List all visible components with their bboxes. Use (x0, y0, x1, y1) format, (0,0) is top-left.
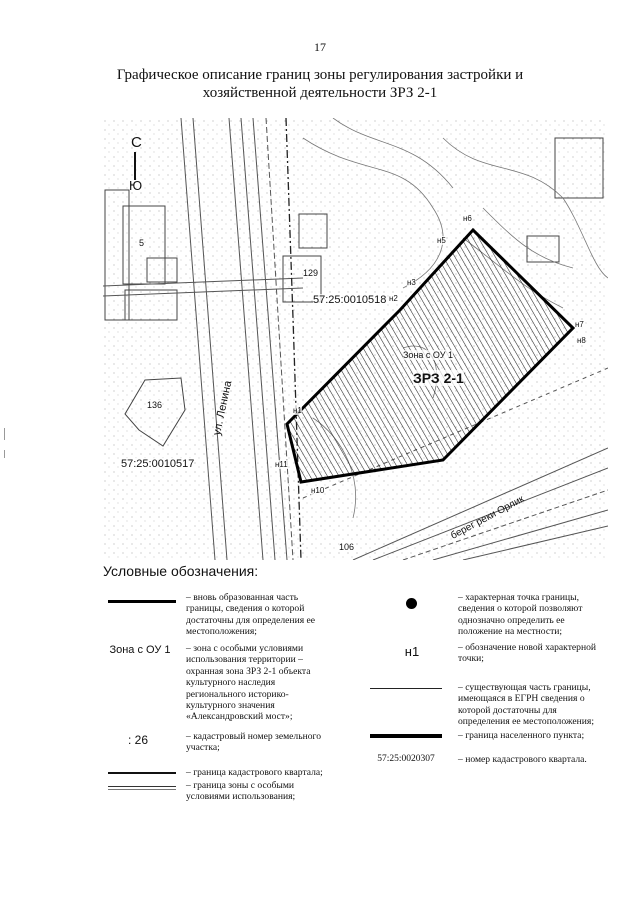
zone-label: ЗРЗ 2-1 (413, 370, 464, 386)
zone-ou-label: Зона с ОУ 1 (403, 350, 453, 360)
legend-symbol-new-boundary (108, 600, 176, 603)
cadastral-map (103, 118, 608, 560)
legend-text-existing-boundary: – существующая часть границы, имеющаяся в ЕГРН сведения о которой достаточны для определения ее местоположения; (458, 682, 594, 728)
legend-symbol-zone-boundary (108, 786, 176, 787)
title-line-1: Графическое описание границ зоны регулирования застройки и (116, 67, 524, 83)
legend-text-zone: – зона с особыми условиями использования территории – охранная зона ЗРЗ 2-1 объекта культурного наследия регионального историко- культурного значения «Александровский мост»; (186, 643, 311, 723)
street-label: ул. Ленина (211, 379, 235, 437)
legend-text-quarter: – граница кадастрового квартала; (186, 767, 323, 778)
legend-symbol-point-label: н1 (404, 644, 420, 659)
point-label-n7: н7 (575, 320, 584, 329)
legend-symbol-quarter (108, 772, 176, 774)
scan-edge-mark (4, 450, 5, 458)
legend-symbol-zone: Зона с ОУ 1 (109, 644, 171, 656)
legend-symbol-parcel: : 26 (127, 733, 148, 747)
parcel-label-5: 5 (139, 238, 145, 248)
point-label-n11: н11 (275, 460, 288, 469)
north-label: С (131, 134, 142, 151)
legend-symbol-existing-boundary (370, 688, 442, 689)
point-label-n10: н10 (311, 486, 325, 495)
point-label-n6: н6 (463, 214, 472, 223)
parcel-label-129: 129 (303, 268, 319, 278)
legend-text-point-label: – обозначение новой характерной точки; (458, 642, 597, 665)
map-drawing (103, 118, 608, 560)
legend-text-settlement: – граница населенного пункта; (458, 730, 585, 741)
page-number: 17 (314, 40, 326, 54)
cadastral-quarter-label-1: 57:25:0010518 (313, 294, 387, 306)
cadastral-quarter-label-2: 57:25:0010517 (121, 458, 195, 470)
scan-edge-mark (4, 428, 5, 440)
parcel-label-136: 136 (147, 400, 163, 410)
legend-symbol-settlement (370, 734, 442, 738)
page-title (60, 66, 580, 102)
legend-symbol-quarter-number: 57:25:0020307 (377, 754, 435, 764)
point-label-n3: н3 (407, 278, 416, 287)
legend-text-new-boundary: – вновь образованная часть границы, сведения о которой достаточны для определения ее местоположения; (186, 592, 316, 638)
point-label-n1: н1 (293, 406, 302, 415)
compass-axis (134, 152, 136, 180)
legend-symbol-point (406, 598, 417, 609)
point-label-n5: н5 (437, 236, 446, 245)
legend-text-point: – характерная точка границы, сведения о которой позволяют однозначно определить ее положение на местности; (458, 592, 583, 638)
legend-title: Условные обозначения: (103, 563, 259, 579)
parcel-label-106: 106 (339, 542, 355, 552)
point-label-n2: н2 (389, 294, 398, 303)
legend-text-quarter-number: – номер кадастрового квартала. (458, 754, 587, 765)
legend-text-parcel: – кадастровый номер земельного участка; (186, 731, 322, 754)
title-line-2: хозяйственной деятельности ЗРЗ 2-1 (202, 85, 438, 101)
point-label-n8: н8 (577, 336, 586, 345)
legend-text-zone-boundary: – граница зоны с особыми условиями использования; (186, 780, 296, 803)
river-label: берег реки Орлик (449, 493, 527, 542)
south-label: Ю (129, 178, 143, 193)
